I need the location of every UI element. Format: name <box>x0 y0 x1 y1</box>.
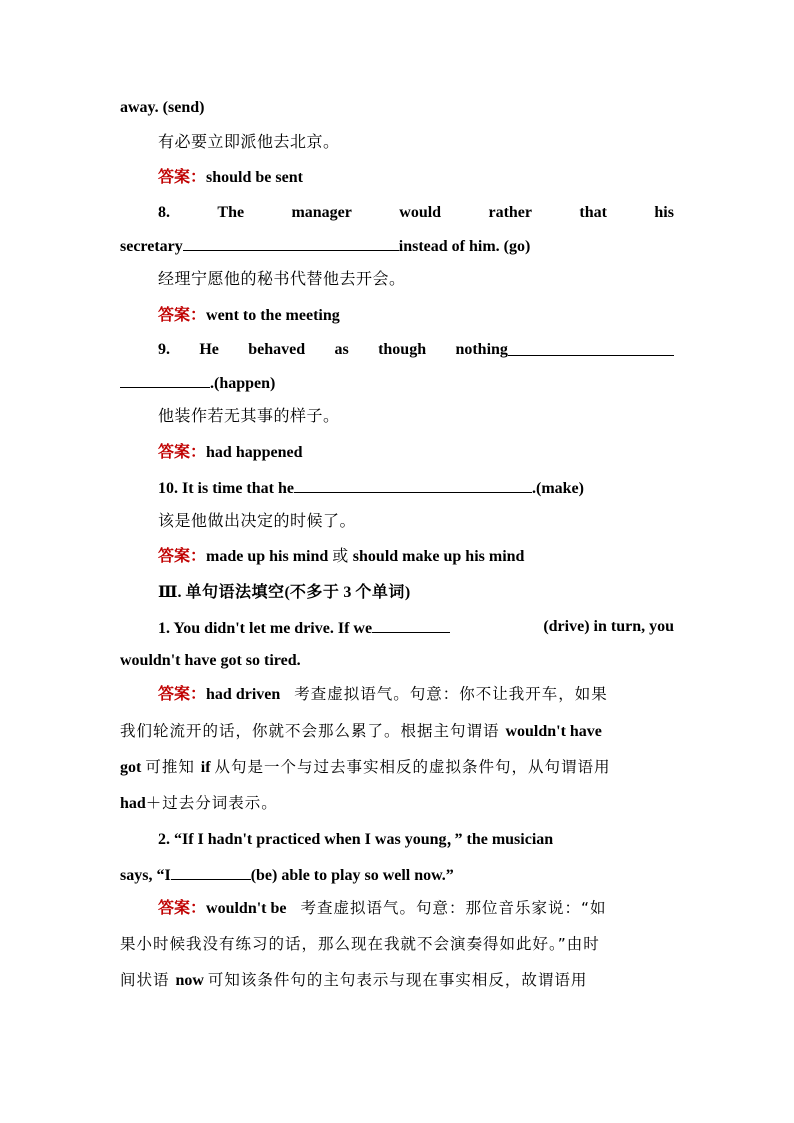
q8-line2: secretary instead of him. (go) <box>120 235 674 257</box>
s1-line2: wouldn't have got so tired. <box>120 652 301 669</box>
answer-blank[interactable] <box>372 617 450 633</box>
q7-answer: 答案：should be sent <box>158 167 303 186</box>
q9-line1: 9. He behaved as though nothing <box>158 340 674 360</box>
answer-blank[interactable] <box>171 864 251 880</box>
q9-translation: 他装作若无其事的样子。 <box>158 406 340 425</box>
s2-explanation-3: 间状语 now 可知该条件句的主句表示与现在事实相反，故谓语用 <box>120 971 588 989</box>
q9-line2: .(happen) <box>120 372 674 394</box>
answer-blank[interactable] <box>183 235 399 251</box>
q8-answer: 答案：went to the meeting <box>158 305 340 324</box>
q10-translation: 该是他做出决定的时候了。 <box>158 511 357 530</box>
q7-translation: 有必要立即派他去北京。 <box>158 132 340 151</box>
q10-answer: 答案：made up his mind 或 should make up his mind <box>158 546 525 565</box>
q8-translation: 经理宁愿他的秘书代替他去开会。 <box>158 269 406 288</box>
answer-blank[interactable] <box>508 340 674 356</box>
s1-answer: 答案：had driven 考查虚拟语气。句意：你不让我开车，如果 <box>158 684 608 703</box>
q9-answer: 答案：had happened <box>158 442 303 461</box>
s1-line1: 1. You didn't let me drive. If we (drive) in turn, you <box>158 618 674 637</box>
answer-blank-cont[interactable] <box>120 372 210 388</box>
s1-explanation-4: had＋过去分词表示。 <box>120 794 278 812</box>
s1-explanation-3: got 可推知 if 从句是一个与过去事实相反的虚拟条件句，从句谓语用 <box>120 758 611 776</box>
s2-answer: 答案：wouldn't be 考查虚拟语气。句意：那位音乐家说：“如 <box>158 898 607 917</box>
answer-blank[interactable] <box>294 477 532 493</box>
s2-line1: 2. “If I hadn't practiced when I was young，” the musician <box>158 831 554 848</box>
line-away-send: away. (send) <box>120 99 205 116</box>
s1-explanation-2: 我们轮流开的话，你就不会那么累了。根据主句谓语 wouldn't have <box>120 722 602 740</box>
s2-line2: says, “I (be) able to play so well now.” <box>120 864 674 886</box>
section-3-heading: Ⅲ. 单句语法填空(不多于 3 个单词) <box>158 582 411 601</box>
q10-line: 10. It is time that he .(make) <box>158 477 674 499</box>
q8-line1: 8. The manager would rather that his <box>158 204 674 221</box>
s2-explanation-2: 果小时候我没有练习的话，那么现在我就不会演奏得如此好。”由时 <box>120 935 600 953</box>
